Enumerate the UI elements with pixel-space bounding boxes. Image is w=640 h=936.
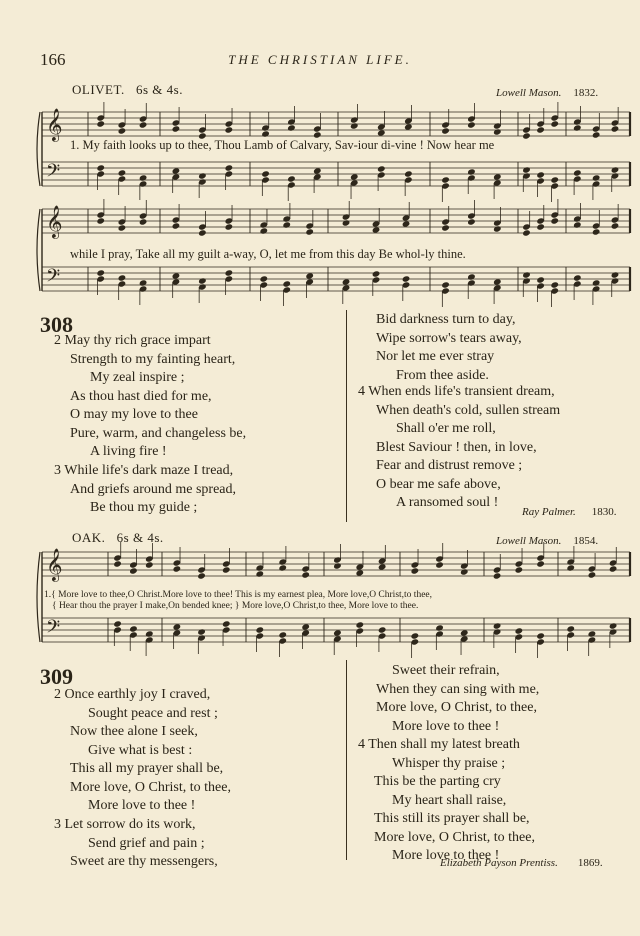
oak-system-note-head [435,624,444,631]
hymn-309-stanza-4 [358,736,535,866]
hymn-308-stanza-3 [54,462,236,518]
oak-lyric-line-1-text: More love to thee,O Christ.More love to thee! This is my earnest plea, More love,O Christ,to thee, [58,590,432,600]
oak-system-note-head [113,560,122,567]
oak-system-note-head [411,567,420,574]
verse-line: 3 While life's dark maze I tread, [54,463,234,478]
verse-line: Wipe sorrow's tears away, [376,330,522,346]
oak-system-note-head [173,565,182,572]
olivet-system-1-note-head [139,121,148,128]
olivet-system-1-note-head [522,132,531,139]
olivet-system-1-note-head [611,125,620,132]
olivet-system-1-note-head [118,169,127,176]
oak-system-note-head [460,629,469,636]
oak-system-note-head [536,632,545,639]
olivet-system-1-note-head [467,121,476,128]
olivet-system-1-note-head [172,167,181,174]
verse-line: 2 May thy rich grace impart [54,333,211,348]
olivet-system-2-note-head [441,224,450,231]
olivet-system-2-note-head [259,227,268,234]
hymn-308-stanza-2 [54,332,246,462]
oak-lyric-line-2-text: Hear thou the prayer I make,On bended knee; } More love,O Christ,to thee, More love to thee. [58,601,419,611]
olivet-system-2-note-head [139,218,148,225]
verse-line: This still its prayer shall be, [374,811,530,826]
verse-line: Nor let me ever stray [376,349,495,364]
olivet-system-1-note-head [225,126,234,133]
oak-system-note-head [145,630,154,637]
olivet-system-2-note-head [402,220,411,227]
olivet-system-1-note-head [261,130,270,137]
olivet-system-1-note-head [287,175,296,182]
composer-name: Lowell Mason. [496,87,562,99]
tune-meter: 6s & 4s. [135,82,183,97]
olivet-system-2-note-head [441,281,450,288]
oak-system-brace [37,552,40,642]
verse-line: More love to thee ! [392,848,500,863]
oak-system-note-head [566,564,575,571]
olivet-system-1-note-head [172,125,181,132]
verse-line: Fear and distrust remove ; [376,458,523,473]
oak-system-note-head [333,562,342,569]
tune-oak-title [72,530,164,546]
verse-line: This be the parting cry [374,774,501,789]
tune-olivet-composer [496,83,598,101]
verse-line: And griefs around me spread, [70,481,237,497]
olivet-system-1-note-head [313,167,322,174]
oak-system-note-head [129,567,138,574]
oak-system-bass-clef: 𝄢 [46,617,61,642]
olivet-system-1-note-head [592,174,601,181]
verse-line: Now thee alone I seek, [70,724,198,739]
tune-name: OAK. [72,530,106,545]
hymn-309-stanza-2 [54,686,231,816]
olivet-system-1 [38,100,630,202]
olivet-system-2-note-head [96,217,105,224]
olivet-system-1-bass-clef: 𝄢 [46,161,61,186]
oak-system-note-head [609,565,618,572]
hymn-308-stanza-4 [358,383,560,513]
olivet-system-1-brace [37,112,40,186]
running-title: THE CHRISTIAN LIFE. [228,52,412,67]
olivet-system-1-note-head [467,168,476,175]
olivet-system-2-note-head [467,218,476,225]
oak-system-note-head [113,620,122,627]
verse-line: O may my love to thee [70,407,198,422]
verse-line: From thee aside. [396,367,489,383]
verse-line: When death's cold, sullen stream [376,402,561,418]
oak-system-note-head [588,571,597,578]
olivet-system-1-note-head [225,164,234,171]
olivet-system-2-note-head [592,279,601,286]
verse-line: Bid darkness turn to day, [376,312,516,327]
oak-system-note-head [355,621,364,628]
oak-system-note-head [378,563,387,570]
olivet-system-2-note-head [372,226,381,233]
oak-system-note-head [515,566,524,573]
olivet-system-2-note-head [573,221,582,228]
tune-olivet-title [72,82,183,98]
verse-line: Blest Saviour ! then, in love, [376,439,537,455]
verse-line: My zeal inspire ; [90,370,185,385]
verse-line: Send grief and pain ; [88,835,205,851]
verse-line: A living fire ! [90,444,167,459]
author-name: Elizabeth Payson Prentiss. [440,857,558,869]
oak-system-note-head [515,627,524,634]
olivet-system-1-note-head [592,131,601,138]
oak-lyric-line-2: { Hear thou the prayer I make,On bended knee; } More love,O Christ,to thee, More love to thee. [52,601,419,611]
oak-system-note-head [536,560,545,567]
olivet-system-1-note-head [198,172,207,179]
olivet-system-1-note-head [404,123,413,130]
oak-lyric-line-1: 1.{ More love to thee,O Christ.More love to thee! This is my earnest plea, More love,O Christ,to thee, [44,590,432,600]
composer-year: 1832. [573,87,599,99]
oak-system-treble-clef: 𝄞 [46,548,63,581]
olivet-system-1-note-head [441,127,450,134]
olivet-system-1-note-head [493,128,502,135]
olivet-system-1-note-head [377,165,386,172]
verse-line: More love, O Christ, to thee, [70,779,231,795]
olivet-system-2-note-head [522,271,531,278]
olivet-system-2-note-head [611,271,620,278]
olivet-system-2-bass-clef: 𝄢 [46,266,61,291]
verse-line: More love to thee ! [392,718,500,734]
oak-system-note-head [493,572,502,579]
olivet-system-1-note-head [96,164,105,171]
verse-line: As thou hast died for me, [70,388,212,404]
olivet-system-1-note-head [550,120,559,127]
verse-line: 4 When ends life's transient dream, [358,384,555,399]
oak-system-note-head [460,568,469,575]
verse-line: More love to thee ! [88,798,196,813]
olivet-system-2-note-head [573,274,582,281]
olivet-system-2-note-head [372,270,381,277]
olivet-system-1-treble-clef: 𝄞 [46,108,63,141]
oak-system-note-head [609,622,618,629]
oak-system-note-head [278,631,287,638]
verse-line: More love, O Christ, to thee, [374,829,535,845]
olivet-system-2-note-head [342,278,351,285]
hymn-308-stanza-3-cont [376,311,522,385]
verse-line: O bear me safe above, [376,476,501,492]
olivet-system-2-note-head [118,274,127,281]
oak-system-note-head [222,566,231,573]
olivet-system-1-note-head [377,129,386,136]
hymn-309-stanza-3-cont [376,662,539,736]
olivet-system-1-note-head [261,170,270,177]
oak-system-note-head [255,570,264,577]
olivet-system-1-note-head [139,174,148,181]
olivet-system-2-note-head [259,275,268,282]
olivet-system-2-note-head [493,225,502,232]
olivet-system-2-note-head [592,228,601,235]
verse-line: Shall o'er me roll, [396,421,496,436]
oak-system-note-head [278,564,287,571]
hymn-308-divider [346,310,347,522]
verse-line: Whisper thy praise ; [392,755,506,771]
olivet-system-2-note-head [522,229,531,236]
oak-system-note-head [435,561,444,568]
olivet-system-2-note-head [550,217,559,224]
olivet-system-1-note-head [350,122,359,129]
olivet-system-2-note-head [282,221,291,228]
verse-line: When they can sing with me, [376,681,540,697]
oak-system-note-head [197,572,206,579]
olivet-system-2-note-head [611,222,620,229]
hymn-308-attribution [522,502,617,520]
page-number: 166 [40,50,66,69]
olivet-system-2-note-head [305,272,314,279]
olivet-system-1-note-head [493,173,502,180]
olivet-lyric-line-1: 1. My faith looks up to thee, Thou Lamb of Calvary, Sav-iour di-vine ! Now hear me [70,138,495,152]
verse-line: This all my prayer shall be, [70,761,224,776]
olivet-system-2-note-head [550,281,559,288]
author-year: 1830. [591,506,617,518]
verse-line: A ransomed soul ! [396,495,499,510]
hymn-308-number: 308 [40,312,73,337]
verse-line: Strength to my fainting heart, [70,351,236,367]
verse-line: Be thou my guide ; [90,500,198,515]
oak-system-note-head [355,569,364,576]
verse-line: Sought peace and rest ; [88,705,218,721]
olivet-system-1-note-head [441,176,450,183]
olivet-system-2-brace [37,209,40,291]
hymn-309-stanza-3 [54,816,218,872]
olivet-system-1-note-head [287,124,296,131]
olivet-system-2-note-head [305,228,314,235]
oak-system-note-head [255,626,264,633]
olivet-system-1-note-head [611,166,620,173]
verse-line: More love, O Christ, to thee, [376,700,537,715]
olivet-system-2-note-head [536,223,545,230]
olivet-system-2-note-head [282,280,291,287]
verse-line: 3 Let sorrow do its work, [54,817,196,832]
hymn-309-number: 309 [40,664,73,689]
oak-system-note-head [129,625,138,632]
olivet-system-2-note-head [402,275,411,282]
hymn-309-divider [346,660,347,860]
olivet-system-2-note-head [225,269,234,276]
olivet-system-2-note-head [225,223,234,230]
verse-line: Sweet their refrain, [392,663,500,678]
oak-system-note-head [222,620,231,627]
oak-system-note-head [566,625,575,632]
oak-system-note-head [145,561,154,568]
olivet-system-2-note-head [139,279,148,286]
oak-system-note-head [588,630,597,637]
verse-line: 2 Once earthly joy I craved, [54,687,211,702]
olivet-system-2-note-head [118,224,127,231]
olivet-system-2-note-head [342,219,351,226]
olivet-system-1-note-head [536,126,545,133]
composer-name: Lowell Mason. [496,535,562,547]
olivet-system-2-note-head [172,272,181,279]
olivet-system-1-note-head [550,176,559,183]
verse-line: Pure, warm, and changeless be, [70,425,247,441]
olivet-system-2-note-head [493,278,502,285]
oak-system-note-head [301,623,310,630]
olivet-system-1-note-head [96,120,105,127]
olivet-system-1-note-head [118,127,127,134]
olivet-system-1-note-head [404,170,413,177]
olivet-system-2-note-head [536,276,545,283]
olivet-system-2-note-head [172,222,181,229]
oak-system-note-head [173,623,182,630]
oak-system [38,546,630,658]
oak-system-note-head [197,628,206,635]
oak-system-note-head [493,622,502,629]
tune-meter: 6s & 4s. [116,530,164,545]
oak-system-note-head [378,626,387,633]
olivet-system-2-note-head [96,269,105,276]
olivet-system-2-note-head [198,277,207,284]
oak-system-note-head [411,632,420,639]
verse-line: Sweet are thy messengers, [70,854,218,869]
olivet-system-2-note-head [198,229,207,236]
verse-line: Give what is best : [88,742,193,758]
olivet-system-1-note-head [536,171,545,178]
olivet-system-1-note-head [573,124,582,131]
oak-system-note-head [333,629,342,636]
author-name: Ray Palmer. [522,506,576,518]
olivet-system-1-note-head [573,169,582,176]
olivet-system-1-note-head [350,173,359,180]
olivet-system-2-treble-clef: 𝄞 [46,205,63,238]
composer-year: 1854. [573,535,599,547]
olivet-lyric-line-2: while I pray, Take all my guilt a-way, O, let me from this day Be whol-ly thine. [70,247,466,261]
author-year: 1869. [577,857,603,869]
verse-line: My heart shall raise, [392,792,507,808]
oak-system-note-head [301,571,310,578]
olivet-system-2-note-head [467,273,476,280]
hymn-309-attribution [440,853,603,871]
verse-line: 4 Then shall my latest breath [358,737,520,752]
olivet-system-2 [38,203,630,299]
tune-name: OLIVET. [72,82,125,97]
olivet-system-1-note-head [522,166,531,173]
